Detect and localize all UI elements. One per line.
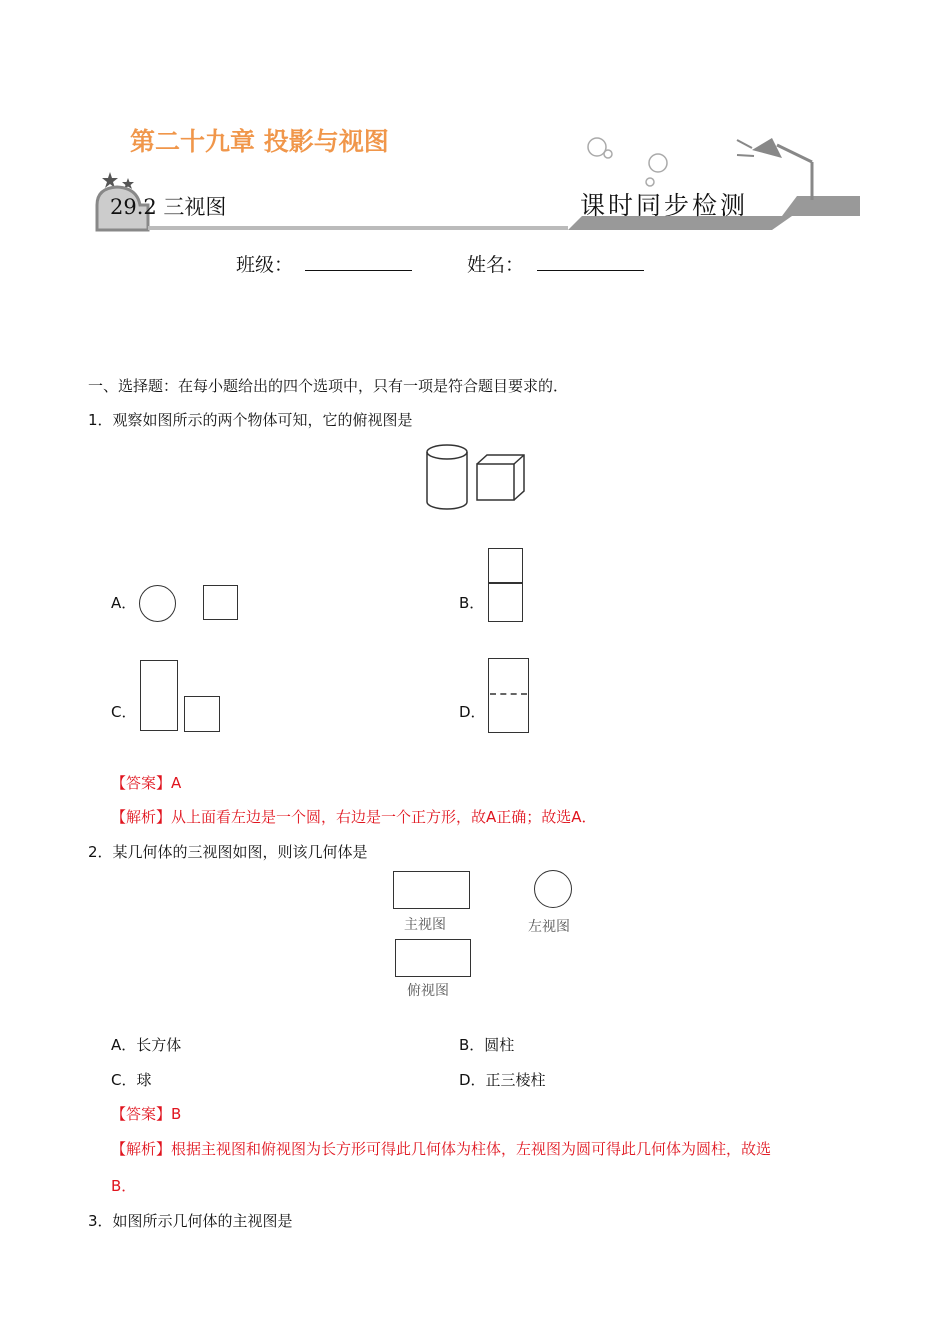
q2-answer: 【答案】B	[111, 1105, 182, 1123]
q1-option-c[interactable]: C．	[111, 703, 137, 721]
circle-shape	[139, 585, 176, 622]
rectangle-shape	[140, 660, 178, 731]
square-shape	[488, 582, 523, 622]
square-shape	[203, 585, 238, 620]
q2-analysis: 【解析】根据主视图和俯视图为长方形可得此几何体为柱体，左视图为圆可得此几何体为圆柱，故选	[111, 1140, 772, 1158]
q1-option-d[interactable]: D．	[459, 703, 486, 721]
section-title: 29.2 三视图	[110, 195, 227, 219]
q2-analysis-continued: B．	[111, 1177, 137, 1195]
q2-option-b[interactable]: B．圆柱	[459, 1036, 515, 1054]
question-2-stem: 2．某几何体的三视图如图，则该几何体是	[88, 843, 368, 861]
chapter-title: 第二十九章 投影与视图	[130, 127, 389, 156]
top-view-rectangle	[395, 939, 471, 977]
left-view-label: 左视图	[528, 919, 570, 935]
front-view-rectangle	[393, 871, 470, 909]
name-label: 姓名：	[467, 254, 525, 276]
q1-option-a[interactable]: A．	[111, 594, 137, 612]
square-shape	[184, 696, 220, 732]
front-view-label: 主视图	[404, 917, 446, 933]
class-field[interactable]	[305, 270, 412, 271]
section-heading: 一、选择题：在每小题给出的四个选项中，只有一项是符合题目要求的．	[88, 377, 569, 395]
banner-right-text: 课时同步检测	[580, 191, 749, 220]
square-shape	[488, 548, 523, 584]
name-field[interactable]	[537, 270, 644, 271]
top-view-label: 俯视图	[407, 983, 449, 999]
q2-option-c[interactable]: C．球	[111, 1071, 152, 1089]
cylinder-cube-figure	[420, 440, 530, 515]
q1-answer: 【答案】A	[111, 774, 182, 792]
left-view-circle	[534, 870, 572, 908]
q2-option-a[interactable]: A．长方体	[111, 1036, 182, 1054]
rectangle-shape	[488, 658, 529, 733]
q1-analysis: 【解析】从上面看左边是一个圆，右边是一个正方形，故A正确；故选A．	[111, 808, 597, 826]
q2-option-d[interactable]: D．正三棱柱	[459, 1071, 546, 1089]
question-1-stem: 1．观察如图所示的两个物体可知，它的俯视图是	[88, 411, 413, 429]
q1-option-b[interactable]: B．	[459, 594, 485, 612]
question-3-stem: 3．如图所示几何体的主视图是	[88, 1212, 293, 1230]
dashed-line	[490, 693, 527, 695]
class-label: 班级：	[236, 254, 294, 276]
